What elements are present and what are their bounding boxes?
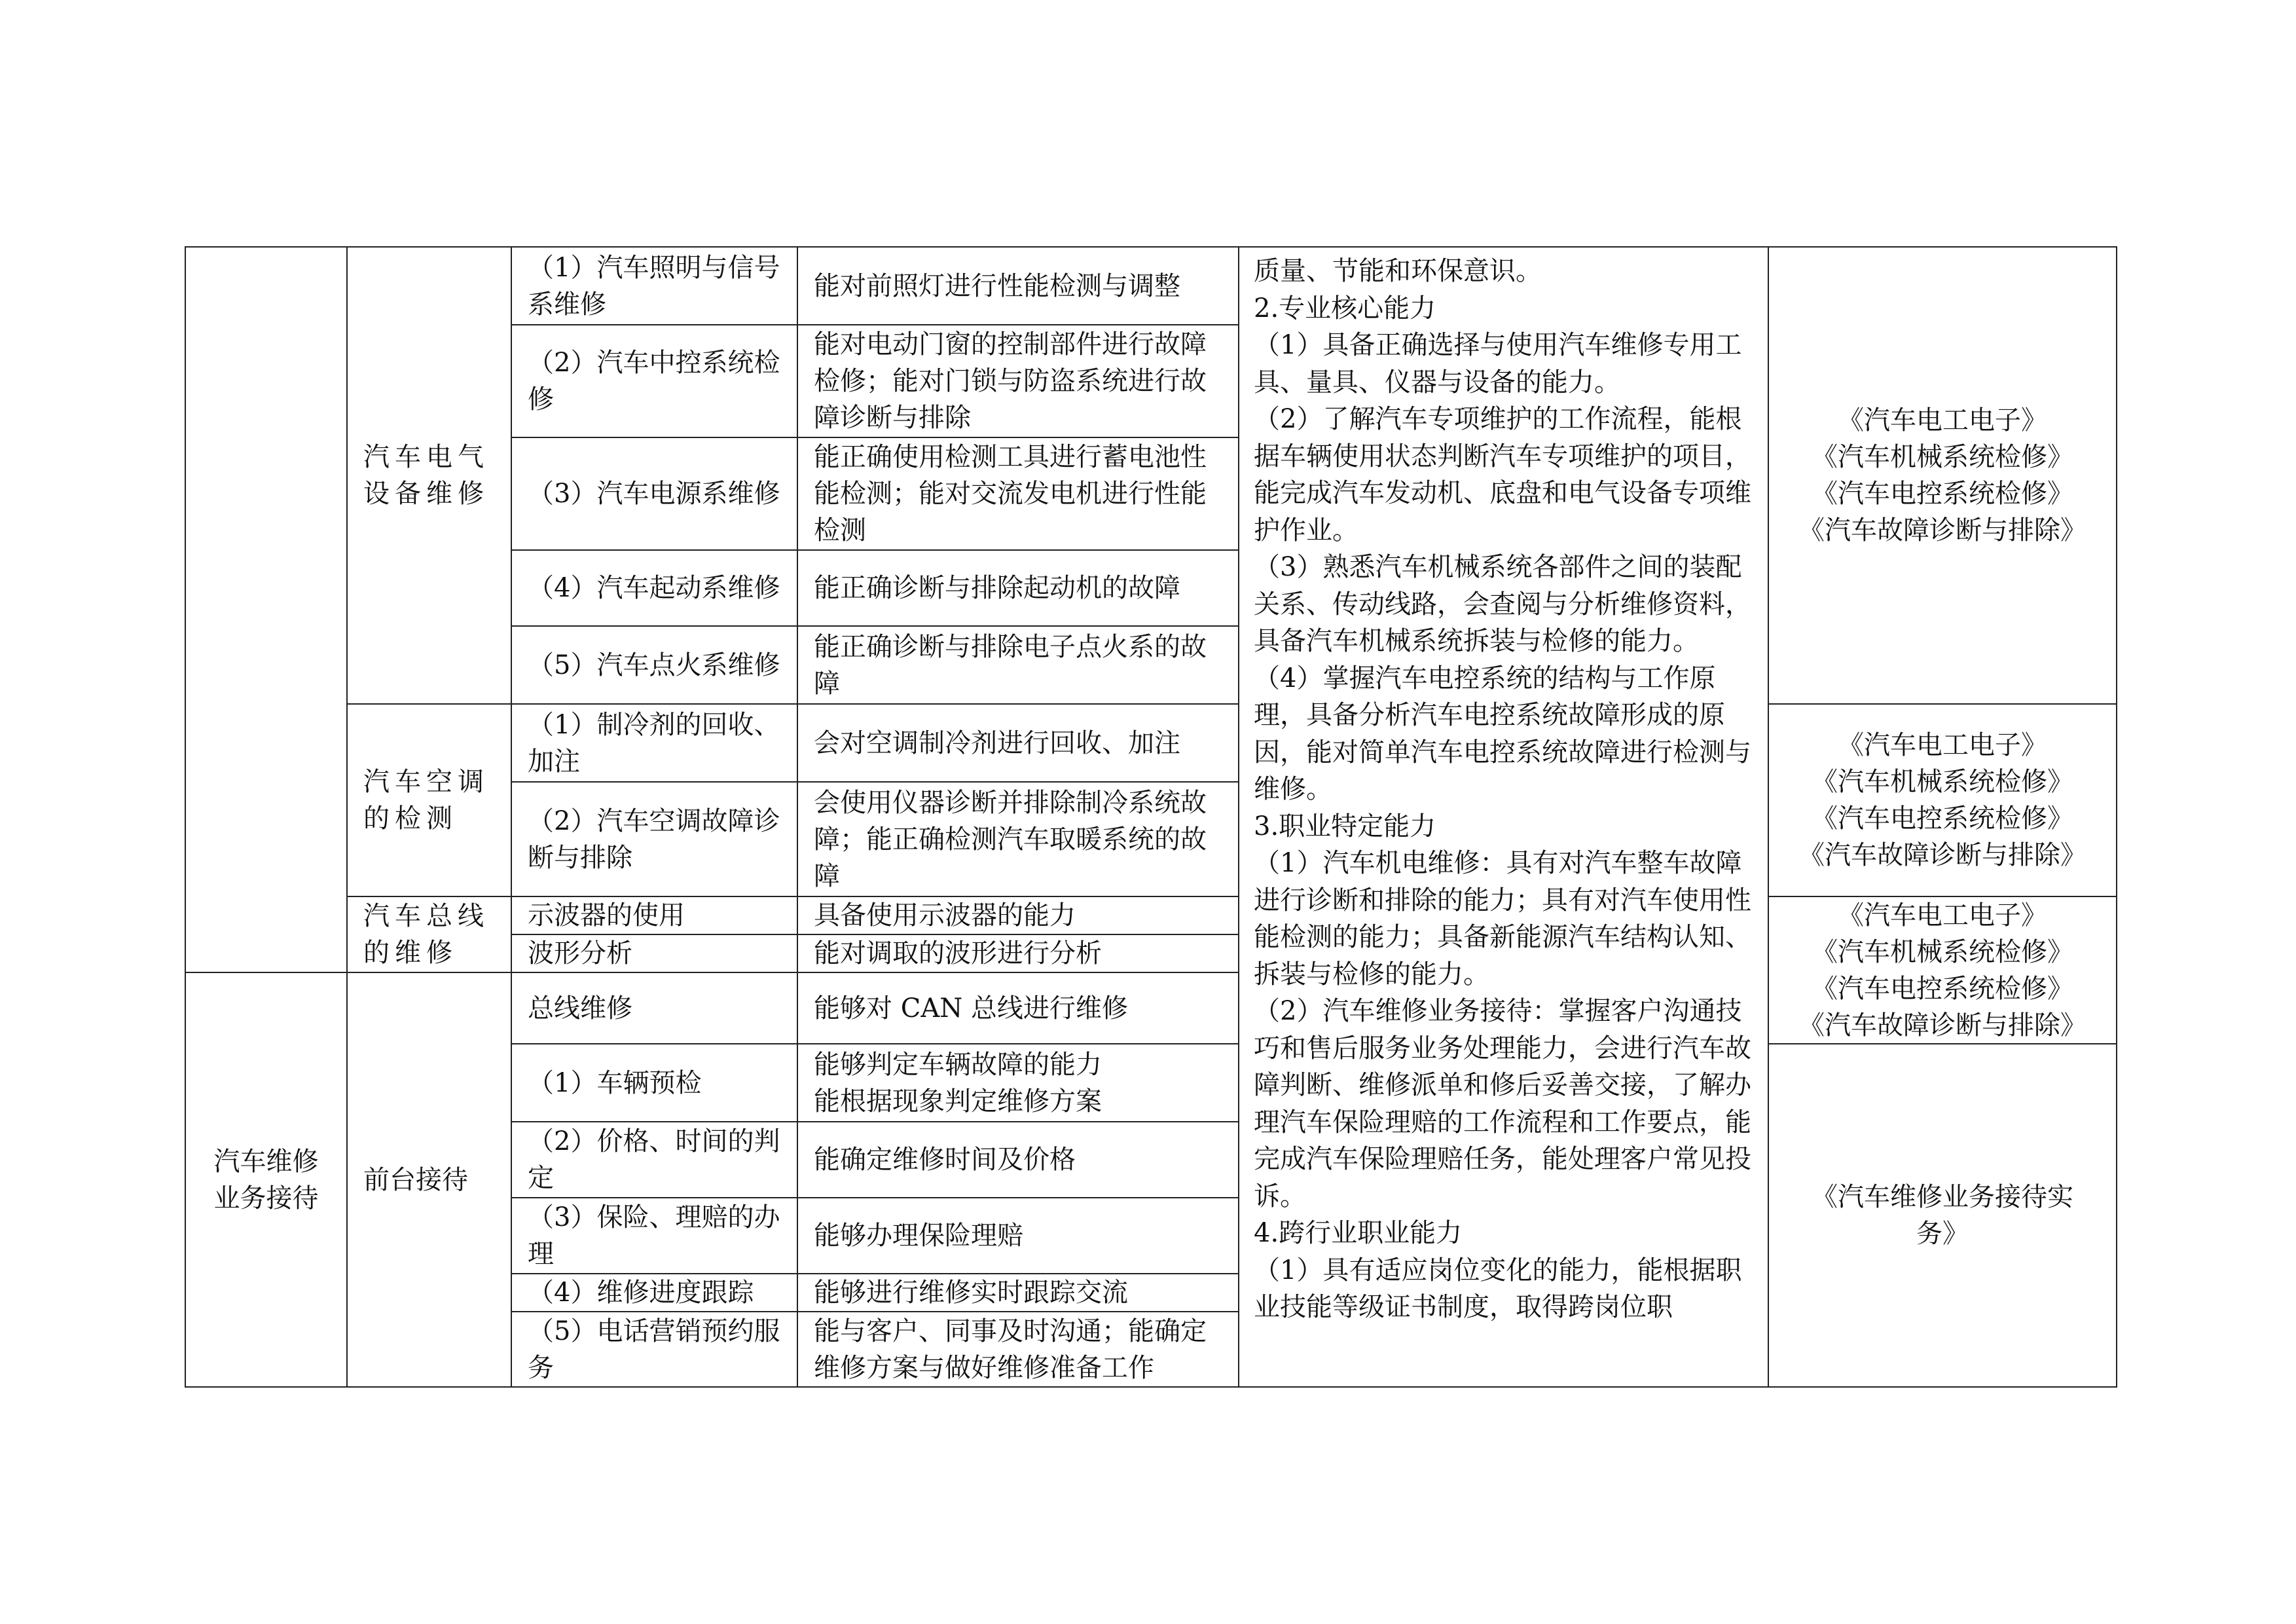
task-text: （2）价格、时间的判定 bbox=[528, 1126, 780, 1193]
requirement-cell bbox=[797, 972, 1238, 1043]
requirement-text: 能够进行维修实时跟踪交流 bbox=[814, 1278, 1128, 1308]
task-cell bbox=[511, 549, 797, 625]
abilities-cell bbox=[1238, 246, 1768, 1386]
task-text: （2）汽车空调故障诊断与排除 bbox=[528, 805, 780, 873]
task-text: （3）汽车电源系维修 bbox=[528, 479, 780, 509]
task-text: （5）汽车点火系维修 bbox=[528, 650, 780, 680]
requirement-cell bbox=[797, 703, 1238, 781]
task-text: 示波器的使用 bbox=[528, 900, 685, 931]
task-cell bbox=[511, 246, 797, 324]
requirement-cell bbox=[797, 934, 1238, 972]
courses-text: 《汽车维修业务接待实 务》 bbox=[1812, 1182, 2073, 1249]
task-cell bbox=[511, 1043, 797, 1121]
task-cell bbox=[511, 1311, 797, 1386]
task-text: 波形分析 bbox=[528, 938, 632, 969]
task-cell bbox=[511, 437, 797, 549]
requirement-text: 会使用仪器诊断并排除制冷系统故障；能正确检测汽车取暖系统的故障 bbox=[814, 787, 1207, 891]
requirement-text: 能对前照灯进行性能检测与调整 bbox=[814, 270, 1180, 301]
task-cell bbox=[511, 324, 797, 437]
task-cell bbox=[511, 934, 797, 972]
requirement-text: 能够判定车辆故障的能力 能根据现象判定维修方案 bbox=[814, 1049, 1102, 1116]
group-cell bbox=[346, 246, 511, 703]
courses-cell bbox=[1768, 246, 2116, 703]
curriculum-table bbox=[185, 246, 2117, 1388]
requirement-text: 具备使用示波器的能力 bbox=[814, 900, 1076, 931]
courses-text: 《汽车电工电子》 《汽车机械系统检修》 《汽车电控系统检修》 《汽车故障诊断与排除》 bbox=[1798, 730, 2086, 870]
requirement-cell bbox=[797, 1311, 1238, 1386]
task-text: （3）保险、理赔的办理 bbox=[528, 1202, 780, 1269]
requirement-cell bbox=[797, 1121, 1238, 1197]
requirement-text: 能确定维修时间及价格 bbox=[814, 1145, 1076, 1175]
courses-text: 《汽车电工电子》 《汽车机械系统检修》 《汽车电控系统检修》 《汽车故障诊断与排除》 bbox=[1798, 900, 2086, 1041]
task-cell bbox=[511, 1197, 797, 1273]
requirement-text: 能够办理保险理赔 bbox=[814, 1221, 1023, 1251]
task-cell bbox=[511, 1121, 797, 1197]
group-label: 汽车总线 的维修 bbox=[363, 901, 489, 968]
requirement-cell bbox=[797, 1273, 1238, 1311]
requirement-cell bbox=[797, 437, 1238, 549]
requirement-text: 能正确诊断与排除电子点火系的故障 bbox=[814, 631, 1207, 699]
requirement-cell bbox=[797, 324, 1238, 437]
task-cell bbox=[511, 896, 797, 934]
task-text: （4）汽车起动系维修 bbox=[528, 573, 780, 603]
requirement-cell bbox=[797, 896, 1238, 934]
task-text: （2）汽车中控系统检修 bbox=[528, 348, 780, 415]
task-cell bbox=[511, 703, 797, 781]
requirement-cell bbox=[797, 781, 1238, 896]
task-cell bbox=[511, 1273, 797, 1311]
task-cell bbox=[511, 625, 797, 703]
requirement-cell bbox=[797, 1043, 1238, 1121]
requirement-text: 能与客户、同事及时沟通；能确定维修方案与做好维修准备工作 bbox=[814, 1316, 1207, 1383]
task-text: （1）汽车照明与信号系维修 bbox=[528, 252, 780, 320]
task-text: （1）车辆预检 bbox=[528, 1067, 702, 1098]
courses-text: 《汽车电工电子》 《汽车机械系统检修》 《汽车电控系统检修》 《汽车故障诊断与排除》 bbox=[1798, 405, 2086, 545]
category-cell bbox=[185, 246, 346, 972]
courses-cell bbox=[1768, 896, 2116, 1043]
requirement-cell bbox=[797, 549, 1238, 625]
group-cell bbox=[346, 703, 511, 896]
requirement-text: 能对电动门窗的控制部件进行故障检修；能对门锁与防盗系统进行故障诊断与排除 bbox=[814, 329, 1207, 433]
task-cell bbox=[511, 972, 797, 1043]
requirement-text: 能够对 CAN 总线进行维修 bbox=[814, 993, 1128, 1024]
category-cell bbox=[185, 972, 346, 1386]
requirement-cell bbox=[797, 625, 1238, 703]
group-label: 前台接待 bbox=[363, 1164, 468, 1195]
requirement-text: 会对空调制冷剂进行回收、加注 bbox=[814, 728, 1180, 758]
group-label: 汽车空调 的检测 bbox=[363, 767, 489, 834]
requirement-text: 能正确诊断与排除起动机的故障 bbox=[814, 573, 1180, 603]
group-label: 汽车电气 设备维修 bbox=[363, 442, 489, 509]
group-cell bbox=[346, 972, 511, 1386]
courses-cell bbox=[1768, 1043, 2116, 1386]
courses-cell bbox=[1768, 703, 2116, 896]
requirement-text: 能对调取的波形进行分析 bbox=[814, 938, 1102, 969]
task-cell bbox=[511, 781, 797, 896]
requirement-cell bbox=[797, 246, 1238, 324]
task-text: （5）电话营销预约服务 bbox=[528, 1316, 780, 1383]
task-text: 总线维修 bbox=[528, 993, 632, 1024]
requirement-cell bbox=[797, 1197, 1238, 1273]
abilities-text: 质量、节能和环保意识。 2.专业核心能力 （1）具备正确选择与使用汽车维修专用工具、量具、仪器与设备的能力。 （2）了解汽车专项维护的工作流程，能根据车辆使用状态判断汽车专项维护的项目，能完成汽车发动机、底盘和电气设备专项维护作业。 （3）熟悉汽车机械系统各部件之间的装配关系、传动线路，会查阅与分析维修资料，具备汽车机械系统拆装与检修的能力。 （4）掌握汽车电控系统的结构与工作原理，具备分析汽车电控系统故障形成的原因，能对简单汽车电控系统故障进行检测与维修。 3.职业特定能力 （1）汽车机电维修：具有对汽车整车故障进行诊断和排除的能力；具有对汽车使用性能检测的能力；具备新能源汽车结构认知、拆装与检修的能力。 （2）汽车维修业务接待：掌握客户沟通技巧和售后服务业务处理能力，会进行汽车故障判断、维修派单和修后妥善交接，了解办理汽车保险理赔的工作流程和工作要点，能完成汽车保险理赔任务，能处理客户常见投诉。 4.跨行业职业能力 （1）具有适应岗位变化的能力，能根据职业技能等级证书制度，取得跨岗位职 bbox=[1254, 256, 1751, 1322]
category-label: 汽车维修 业务接待 bbox=[213, 1146, 319, 1213]
task-text: （4）维修进度跟踪 bbox=[528, 1278, 754, 1308]
task-text: （1）制冷剂的回收、加注 bbox=[528, 709, 780, 777]
group-cell bbox=[346, 896, 511, 972]
requirement-text: 能正确使用检测工具进行蓄电池性能检测；能对交流发电机进行性能检测 bbox=[814, 442, 1207, 545]
